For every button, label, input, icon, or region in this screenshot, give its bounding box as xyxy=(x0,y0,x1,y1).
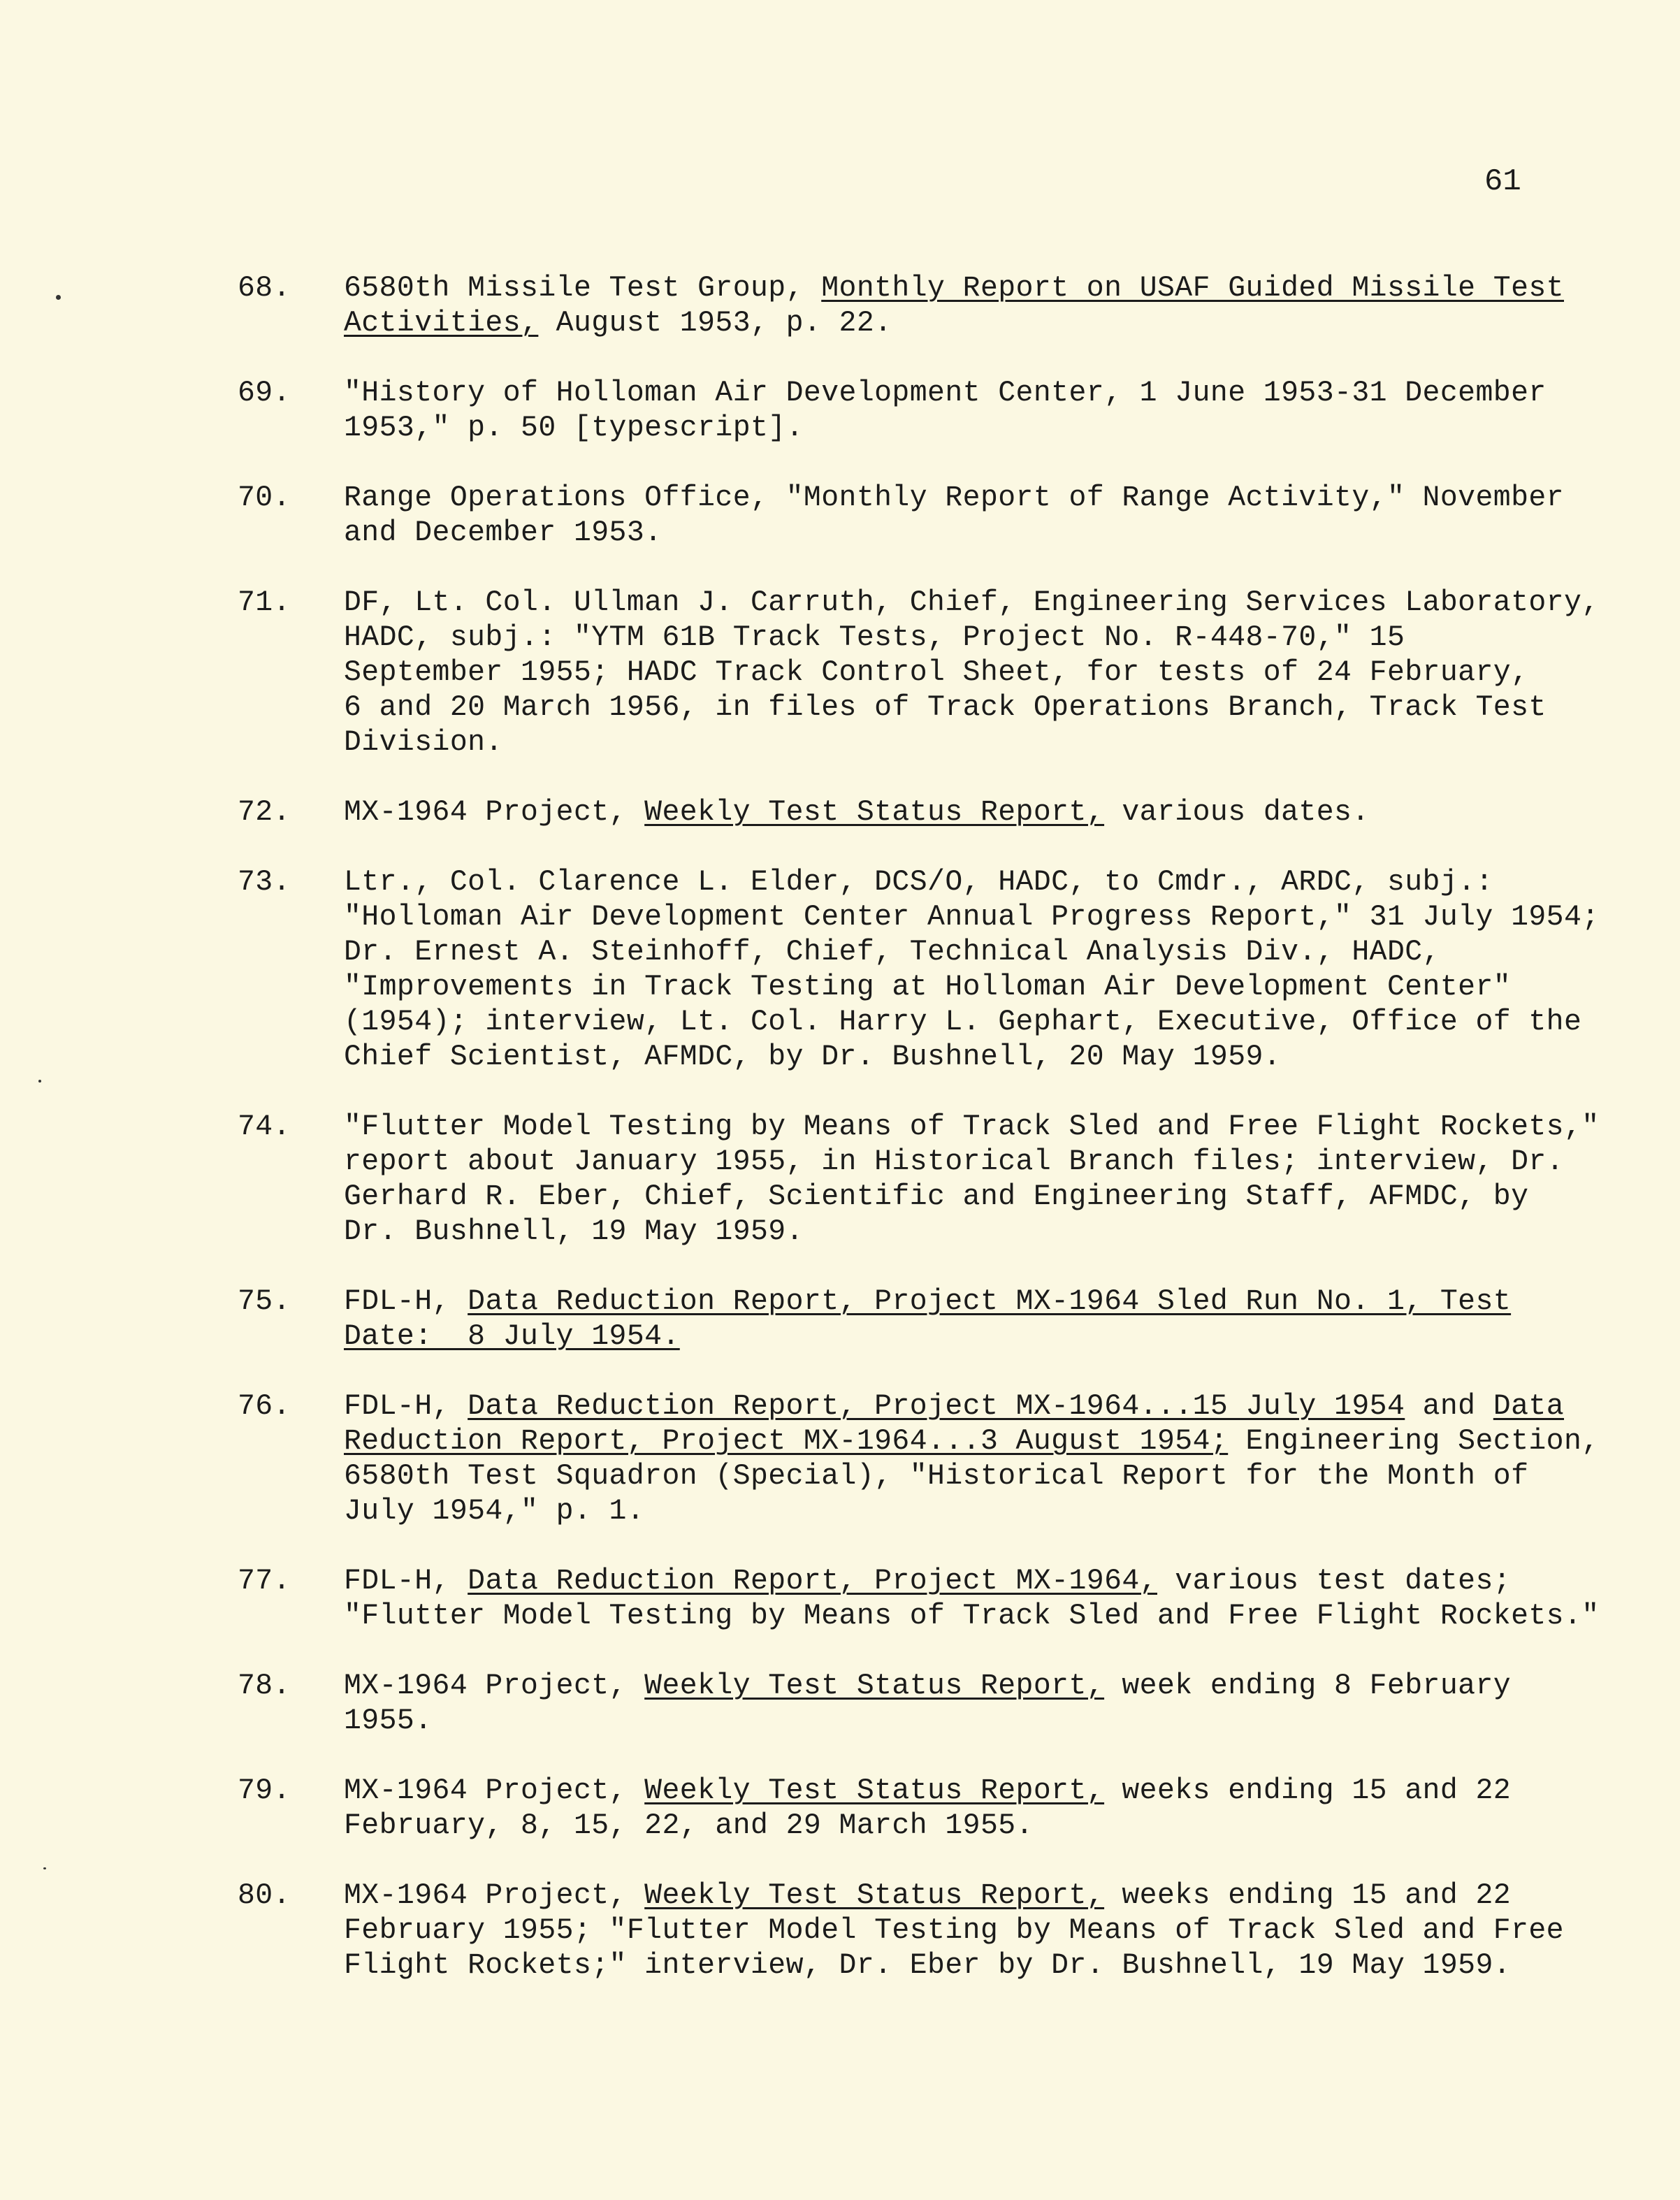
text-run: Ltr., Col. Clarence L. Elder, DCS/O, HADC, to Cmdr., ARDC, subj.: xyxy=(344,866,1493,899)
text-run: 1955. xyxy=(344,1705,433,1737)
footnote-text xyxy=(344,1110,1600,1250)
text-run: February 1955; "Flutter Model Testing by Means of Track Sled and Free xyxy=(344,1914,1564,1947)
footnote-line xyxy=(344,1110,1600,1145)
footnote xyxy=(238,1389,1600,1529)
text-run: week ending 8 February xyxy=(1104,1670,1512,1702)
footnote-line xyxy=(344,1459,1600,1494)
text-run: 6 and 20 March 1956, in files of Track Operations Branch, Track Test xyxy=(344,691,1547,724)
footnote-line xyxy=(344,725,1600,760)
text-run: HADC, subj.: "YTM 61B Track Tests, Project No. R-448-70," 15 xyxy=(344,621,1405,654)
underlined-title: Reduction Report, Project MX-1964...3 August 1954; xyxy=(344,1425,1229,1458)
text-run: FDL-H, xyxy=(344,1565,468,1598)
underlined-title: Weekly Test Status Report, xyxy=(644,1670,1105,1702)
text-run: (1954); interview, Lt. Col. Harry L. Gephart, Executive, Office of the xyxy=(344,1006,1582,1039)
footnote-line xyxy=(344,411,1547,446)
footnote-number: 73. xyxy=(238,866,291,899)
footnote-number: 79. xyxy=(238,1774,291,1807)
underlined-title: Data xyxy=(1493,1390,1565,1423)
footnote-text xyxy=(344,795,1370,830)
footnote-line xyxy=(344,271,1564,306)
footnote-line xyxy=(344,1809,1511,1844)
text-run: September 1955; HADC Track Control Sheet, for tests of 24 February, xyxy=(344,656,1529,689)
footnote-line xyxy=(344,1564,1600,1599)
text-run: MX-1964 Project, xyxy=(344,1774,645,1807)
footnote-line xyxy=(344,970,1600,1005)
text-run: Flight Rockets;" interview, Dr. Eber by Dr. Bushnell, 19 May 1959. xyxy=(344,1949,1512,1982)
footnote-number: 71. xyxy=(238,586,291,619)
footnote-number: 77. xyxy=(238,1565,291,1598)
footnote-line xyxy=(344,1879,1564,1913)
text-run: MX-1964 Project, xyxy=(344,796,645,829)
text-run: various dates. xyxy=(1104,796,1370,829)
footnote-line xyxy=(344,1494,1600,1529)
footnote-text xyxy=(344,1774,1511,1844)
footnote-text xyxy=(344,586,1600,760)
text-run: Range Operations Office, "Monthly Report of Range Activity," November xyxy=(344,482,1564,514)
footnote-line xyxy=(344,1040,1600,1075)
page-number: 61 xyxy=(1484,164,1521,199)
footnote-line xyxy=(344,306,1564,341)
footnote-line xyxy=(344,1180,1600,1215)
footnote-text xyxy=(344,1564,1600,1634)
footnote-number: 68. xyxy=(238,272,291,305)
text-run: 6580th Test Squadron (Special), "Historical Report for the Month of xyxy=(344,1460,1529,1493)
text-run: July 1954," p. 1. xyxy=(344,1495,645,1528)
footnote-line xyxy=(344,1948,1564,1983)
footnote-line xyxy=(344,935,1600,970)
footnote-line xyxy=(344,656,1600,690)
text-run: weeks ending 15 and 22 xyxy=(1104,1774,1512,1807)
footnote-text xyxy=(344,1879,1564,1983)
text-run: Division. xyxy=(344,726,503,759)
underlined-title: Weekly Test Status Report, xyxy=(644,796,1105,829)
footnote xyxy=(238,271,1564,341)
footnote-number: 78. xyxy=(238,1670,291,1702)
scan-speck xyxy=(38,1080,41,1083)
underlined-title: Data Reduction Report, Project MX-1964, xyxy=(468,1565,1157,1598)
footnote-line xyxy=(344,1599,1600,1634)
text-run: MX-1964 Project, xyxy=(344,1670,645,1702)
text-run: August 1953, p. 22. xyxy=(538,307,892,340)
footnote xyxy=(238,795,1370,830)
footnote-line xyxy=(344,1424,1600,1459)
underlined-title: Weekly Test Status Report, xyxy=(644,1879,1105,1912)
text-run: and xyxy=(1405,1390,1493,1423)
text-run: "Holloman Air Development Center Annual Progress Report," 31 July 1954; xyxy=(344,901,1600,934)
underlined-title: Monthly Report on USAF Guided Missile Test xyxy=(821,272,1564,305)
footnote-line xyxy=(344,376,1547,411)
footnote xyxy=(238,1774,1511,1844)
text-run: Dr. Ernest A. Steinhoff, Chief, Technical Analysis Div., HADC, xyxy=(344,936,1440,969)
footnote-line xyxy=(344,1145,1600,1180)
text-run: Dr. Bushnell, 19 May 1959. xyxy=(344,1215,804,1248)
footnote-number: 72. xyxy=(238,796,291,829)
text-run: FDL-H, xyxy=(344,1285,468,1318)
footnote xyxy=(238,1564,1600,1634)
text-run: 6580th Missile Test Group, xyxy=(344,272,822,305)
footnote-line xyxy=(344,586,1600,621)
footnote-line xyxy=(344,516,1564,551)
footnote xyxy=(238,1879,1564,1983)
text-run: various test dates; xyxy=(1157,1565,1512,1598)
footnote-text xyxy=(344,481,1564,551)
text-run: Gerhard R. Eber, Chief, Scientific and Engineering Staff, AFMDC, by xyxy=(344,1180,1529,1213)
footnote-number: 70. xyxy=(238,482,291,514)
underlined-title: Date: 8 July 1954. xyxy=(344,1320,680,1353)
footnote xyxy=(238,1669,1511,1739)
text-run: 1953," p. 50 [typescript]. xyxy=(344,412,804,444)
text-run: and December 1953. xyxy=(344,516,662,549)
text-run: "History of Holloman Air Development Center, 1 June 1953-31 December xyxy=(344,377,1547,410)
footnote-number: 76. xyxy=(238,1390,291,1423)
footnote-text xyxy=(344,376,1547,446)
text-run: "Flutter Model Testing by Means of Track Sled and Free Flight Rockets," xyxy=(344,1110,1600,1143)
footnote-text xyxy=(344,271,1564,341)
text-run: "Flutter Model Testing by Means of Track Sled and Free Flight Rockets." xyxy=(344,1600,1600,1633)
footnote-line xyxy=(344,1669,1511,1704)
text-run: "Improvements in Track Testing at Holloman Air Development Center" xyxy=(344,971,1512,1004)
text-run: Chief Scientist, AFMDC, by Dr. Bushnell, 20 May 1959. xyxy=(344,1041,1282,1073)
text-run: Engineering Section, xyxy=(1228,1425,1600,1458)
footnote-number: 80. xyxy=(238,1879,291,1912)
footnote-number: 74. xyxy=(238,1110,291,1143)
footnote-line xyxy=(344,1774,1511,1809)
text-run: DF, Lt. Col. Ullman J. Carruth, Chief, Engineering Services Laboratory, xyxy=(344,586,1600,619)
footnote-text xyxy=(344,1669,1511,1739)
footnote-text xyxy=(344,1284,1511,1354)
text-run: report about January 1955, in Historical Branch files; interview, Dr. xyxy=(344,1145,1564,1178)
footnote-line xyxy=(344,900,1600,935)
footnote xyxy=(238,1284,1511,1354)
text-run: weeks ending 15 and 22 xyxy=(1104,1879,1512,1912)
footnote xyxy=(238,586,1600,760)
scan-speck xyxy=(43,1867,46,1869)
text-run: MX-1964 Project, xyxy=(344,1879,645,1912)
footnote-line xyxy=(344,1005,1600,1040)
underlined-title: Activities, xyxy=(344,307,539,340)
footnote-number: 75. xyxy=(238,1285,291,1318)
footnote-line xyxy=(344,1913,1564,1948)
footnote-line xyxy=(344,795,1370,830)
footnote-text xyxy=(344,865,1600,1075)
footnote-line xyxy=(344,1319,1511,1354)
footnote-line xyxy=(344,1389,1600,1424)
scan-speck xyxy=(56,295,61,300)
footnote xyxy=(238,376,1547,446)
footnote-text xyxy=(344,1389,1600,1529)
footnote-line xyxy=(344,1215,1600,1250)
underlined-title: Weekly Test Status Report, xyxy=(644,1774,1105,1807)
footnote-line xyxy=(344,1704,1511,1739)
footnote-line xyxy=(344,621,1600,656)
footnote-number: 69. xyxy=(238,377,291,410)
text-run: February, 8, 15, 22, and 29 March 1955. xyxy=(344,1809,1034,1842)
footnote-line xyxy=(344,481,1564,516)
footnote-line xyxy=(344,1284,1511,1319)
footnote xyxy=(238,865,1600,1075)
footnote xyxy=(238,1110,1600,1250)
footnote-line xyxy=(344,865,1600,900)
text-run: FDL-H, xyxy=(344,1390,468,1423)
underlined-title: Data Reduction Report, Project MX-1964...15 July 1954 xyxy=(468,1390,1405,1423)
footnote xyxy=(238,481,1564,551)
footnote-line xyxy=(344,690,1600,725)
underlined-title: Data Reduction Report, Project MX-1964 Sled Run No. 1, Test xyxy=(468,1285,1512,1318)
